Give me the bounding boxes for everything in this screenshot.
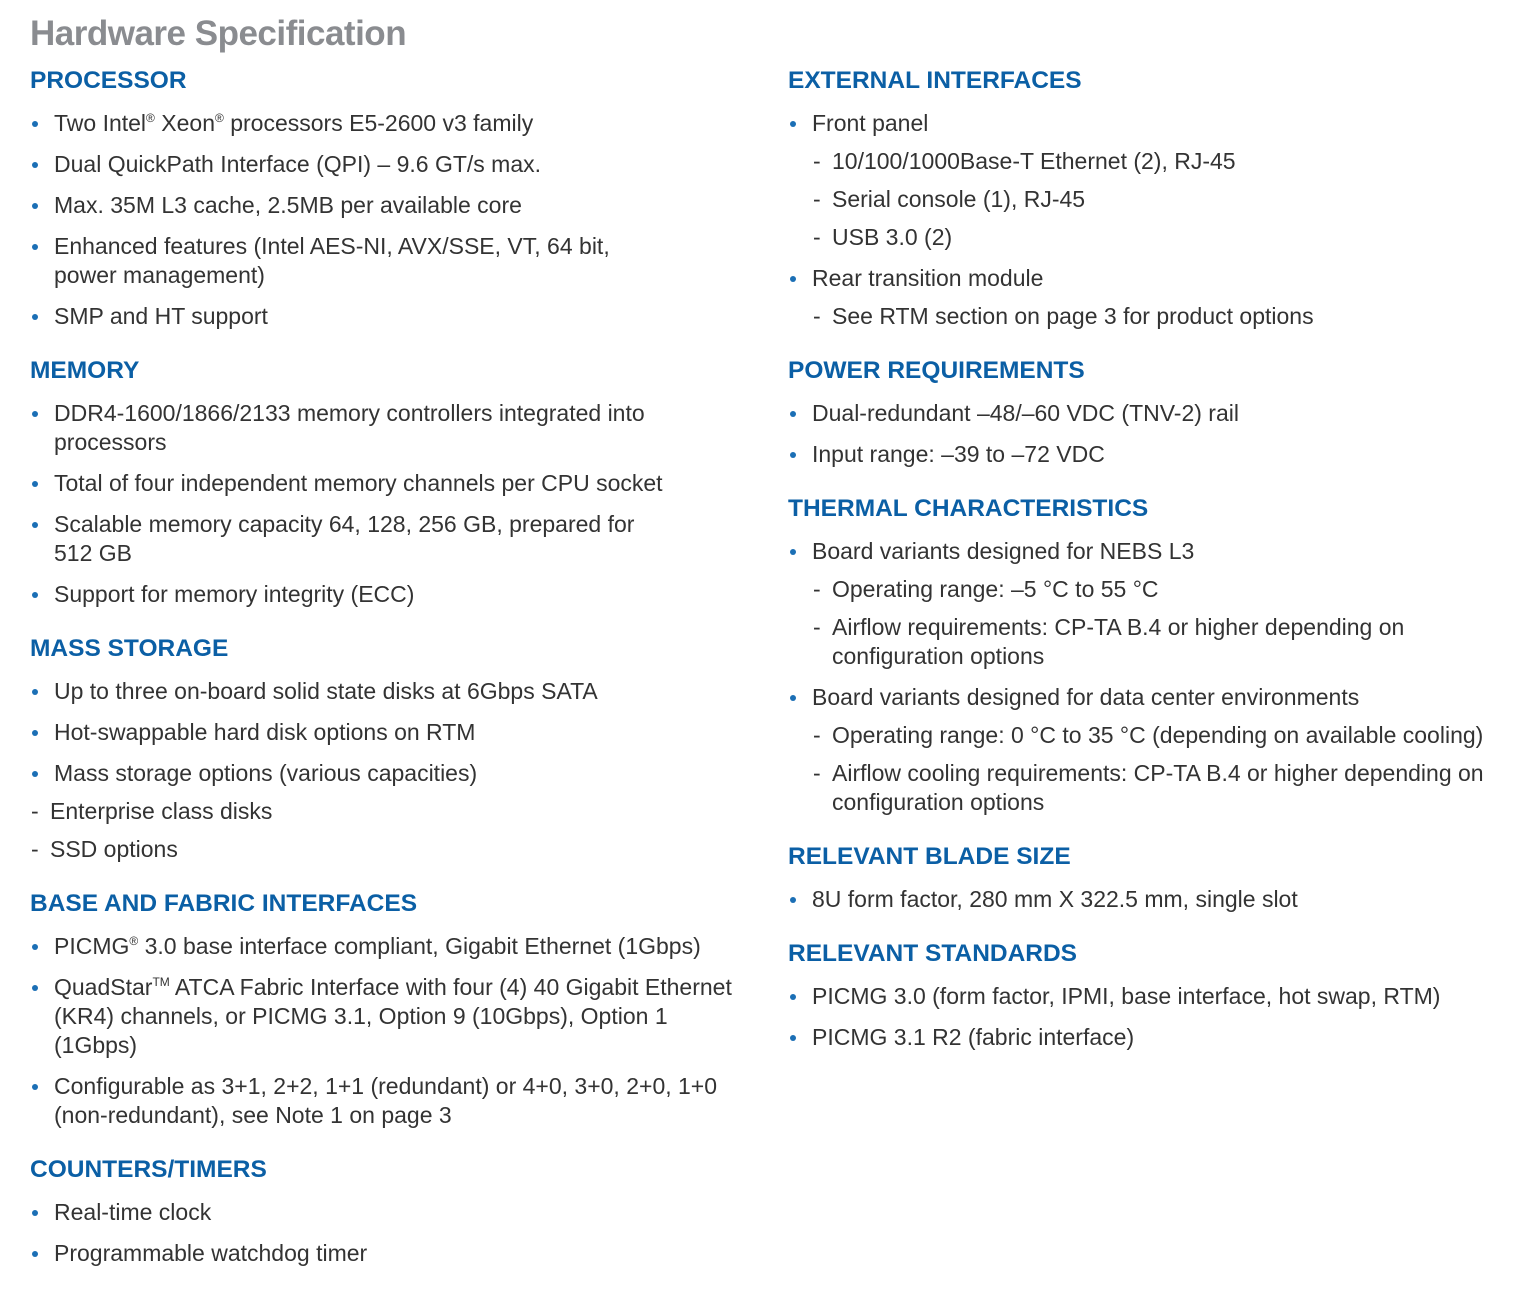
blade-list bbox=[788, 885, 1508, 914]
list-item: DDR4-1600/1866/2133 memory controllers integrated into processors bbox=[30, 399, 750, 457]
section-standards bbox=[788, 937, 1508, 1052]
list-item: Max. 35M L3 cache, 2.5MB per available core bbox=[30, 191, 750, 220]
sub-list bbox=[812, 147, 1508, 252]
section-heading: COUNTERS/TIMERS bbox=[30, 1156, 267, 1183]
sub-item: - Enterprise class disks bbox=[30, 797, 750, 826]
registered-mark: ® bbox=[215, 111, 224, 125]
section-heading: RELEVANT BLADE SIZE bbox=[788, 843, 1071, 870]
power-list bbox=[788, 399, 1508, 469]
list-item: Hot-swappable hard disk options on RTM bbox=[30, 718, 750, 747]
list-item: Real-time clock bbox=[30, 1198, 750, 1227]
sub-item: - Operating range: –5 °C to 55 °C bbox=[812, 575, 1508, 604]
item-text: ATCA Fabric Interface with four (4) 40 Gigabit Ethernet (KR4) channels, or PICMG 3.1, Option 9 (10Gbps), Option 1 (1Gbps) bbox=[54, 974, 732, 1058]
section-base-fabric bbox=[30, 887, 750, 1130]
list-item bbox=[30, 932, 750, 961]
sub-item: - See RTM section on page 3 for product options bbox=[812, 302, 1508, 331]
sub-item: - USB 3.0 (2) bbox=[812, 223, 1508, 252]
list-item bbox=[788, 264, 1508, 331]
section-memory bbox=[30, 354, 750, 609]
section-external-interfaces bbox=[788, 64, 1508, 331]
list-item: Configurable as 3+1, 2+2, 1+1 (redundant) or 4+0, 3+0, 2+0, 1+0 (non-redundant), see Note 1 on page 3 bbox=[30, 1072, 750, 1130]
sub-list bbox=[812, 575, 1508, 671]
list-item: Dual QuickPath Interface (QPI) – 9.6 GT/s max. bbox=[30, 150, 750, 179]
page-title: Hardware Specification bbox=[30, 14, 407, 53]
item-text: processors E5-2600 v3 family bbox=[223, 110, 534, 136]
section-mass-storage bbox=[30, 632, 750, 864]
item-text: Mass storage options (various capacities) bbox=[54, 760, 478, 786]
item-text: Xeon bbox=[154, 110, 215, 136]
registered-mark: ® bbox=[129, 934, 139, 948]
thermal-list bbox=[788, 537, 1508, 817]
section-heading: MEMORY bbox=[30, 357, 140, 384]
list-item bbox=[788, 537, 1508, 671]
sub-item: - SSD options bbox=[30, 835, 750, 864]
section-heading: PROCESSOR bbox=[30, 67, 187, 94]
processor-list bbox=[30, 109, 750, 331]
list-item: Programmable watchdog timer bbox=[30, 1239, 750, 1268]
registered-mark: ® bbox=[146, 111, 155, 125]
section-heading: BASE AND FABRIC INTERFACES bbox=[30, 890, 418, 917]
item-text: Rear transition module bbox=[812, 265, 1044, 291]
base-fabric-list bbox=[30, 932, 750, 1130]
list-item bbox=[30, 109, 750, 138]
left-column bbox=[30, 64, 750, 1268]
counters-list bbox=[30, 1198, 750, 1268]
right-column bbox=[788, 64, 1508, 1052]
sub-list bbox=[812, 721, 1508, 817]
item-text: Board variants designed for data center environments bbox=[812, 684, 1360, 710]
memory-list bbox=[30, 399, 750, 609]
sub-item: - Operating range: 0 °C to 35 °C (depending on available cooling) bbox=[812, 721, 1508, 750]
list-item: Input range: –39 to –72 VDC bbox=[788, 440, 1508, 469]
item-text: 3.0 base interface compliant, Gigabit Ethernet (1Gbps) bbox=[138, 933, 701, 959]
list-item bbox=[788, 109, 1508, 252]
item-text: PICMG bbox=[54, 933, 130, 959]
section-blade-size bbox=[788, 840, 1508, 914]
list-item: Dual-redundant –48/–60 VDC (TNV-2) rail bbox=[788, 399, 1508, 428]
section-thermal bbox=[788, 492, 1508, 817]
section-heading: EXTERNAL INTERFACES bbox=[788, 67, 1082, 94]
sub-list bbox=[812, 302, 1508, 331]
list-item bbox=[30, 973, 750, 1060]
section-heading: POWER REQUIREMENTS bbox=[788, 357, 1085, 384]
section-processor bbox=[30, 64, 750, 331]
sub-item: - Airflow requirements: CP-TA B.4 or higher depending on configuration options bbox=[812, 613, 1508, 671]
standards-list bbox=[788, 982, 1508, 1052]
section-power bbox=[788, 354, 1508, 469]
list-item: Support for memory integrity (ECC) bbox=[30, 580, 750, 609]
item-text: Two Intel bbox=[54, 110, 147, 136]
section-heading: RELEVANT STANDARDS bbox=[788, 940, 1078, 967]
list-item: Scalable memory capacity 64, 128, 256 GB, prepared for 512 GB bbox=[30, 510, 750, 568]
section-heading: THERMAL CHARACTERISTICS bbox=[788, 495, 1149, 522]
list-item: 8U form factor, 280 mm X 322.5 mm, single slot bbox=[788, 885, 1508, 914]
item-text: QuadStar bbox=[54, 974, 153, 1000]
list-item bbox=[788, 683, 1508, 817]
mass-storage-list bbox=[30, 677, 750, 864]
section-counters bbox=[30, 1153, 750, 1268]
list-item: PICMG 3.0 (form factor, IPMI, base interface, hot swap, RTM) bbox=[788, 982, 1508, 1011]
sub-item: - 10/100/1000Base-T Ethernet (2), RJ-45 bbox=[812, 147, 1508, 176]
list-item: Up to three on-board solid state disks at 6Gbps SATA bbox=[30, 677, 750, 706]
sub-list bbox=[30, 797, 750, 864]
trademark-mark: TM bbox=[152, 975, 170, 989]
sub-item: - Airflow cooling requirements: CP-TA B.4 or higher depending on configuration options bbox=[812, 759, 1508, 817]
list-item: Enhanced features (Intel AES-NI, AVX/SSE, VT, 64 bit, power management) bbox=[30, 232, 750, 290]
list-item: Total of four independent memory channels per CPU socket bbox=[30, 469, 750, 498]
item-text: Board variants designed for NEBS L3 bbox=[812, 538, 1195, 564]
list-item bbox=[30, 759, 750, 864]
item-text: Front panel bbox=[812, 110, 929, 136]
sub-item: - Serial console (1), RJ-45 bbox=[812, 185, 1508, 214]
section-heading: MASS STORAGE bbox=[30, 635, 229, 662]
list-item: SMP and HT support bbox=[30, 302, 750, 331]
list-item: PICMG 3.1 R2 (fabric interface) bbox=[788, 1023, 1508, 1052]
external-list bbox=[788, 109, 1508, 331]
